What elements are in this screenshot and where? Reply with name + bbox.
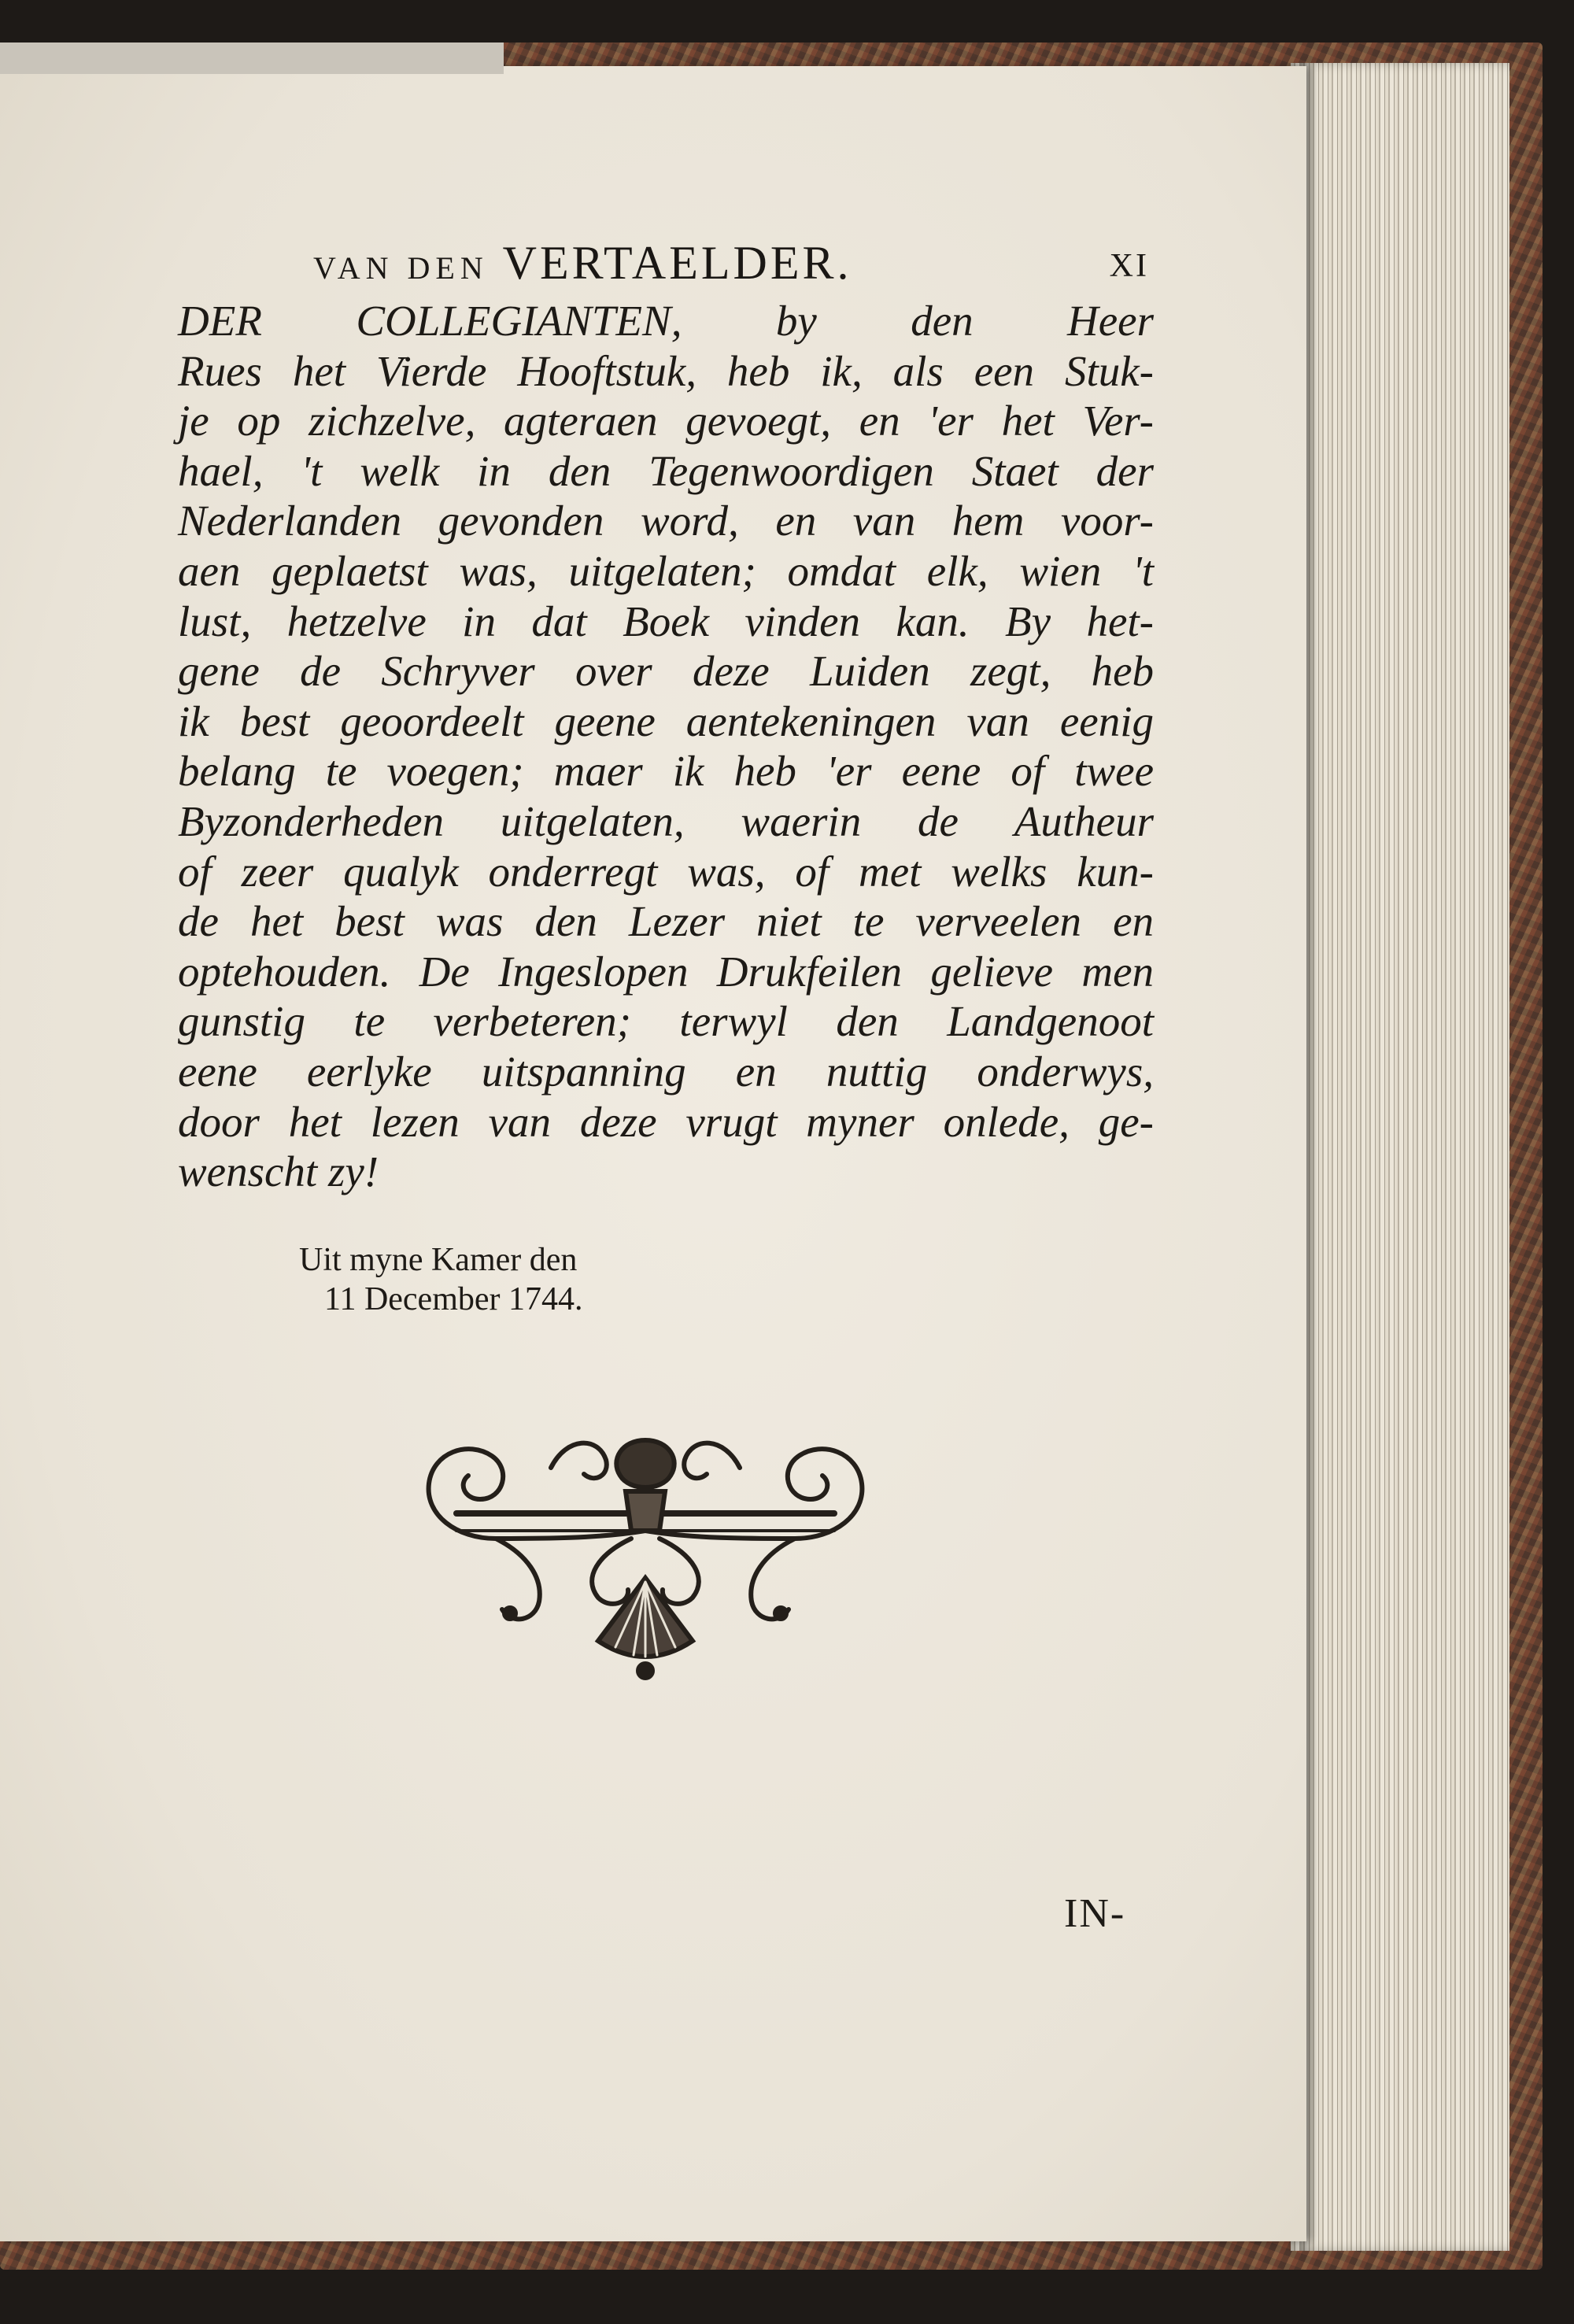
running-head-small-caps: VAN DEN <box>313 250 489 286</box>
page-number: XI <box>1109 248 1149 284</box>
text-line: Rues het Vierde Hooftstuk, heb ik, als een Stuk- <box>178 346 1154 395</box>
text-line: gunstig te verbeteren; terwyl den Landgenoot <box>178 997 1154 1046</box>
text-line: gene de Schryver over deze Luiden zegt, heb <box>178 647 1154 696</box>
catchword: IN- <box>1064 1891 1126 1936</box>
text-line: lust, hetzelve in dat Boek vinden kan. By het- <box>178 597 1154 645</box>
page-top-strip <box>0 42 504 74</box>
show-through-text <box>992 1199 999 1236</box>
page-block-edges <box>1291 63 1509 2251</box>
text-line: eene eerlyke uitspanning en nuttig onderwys, <box>178 1047 1154 1095</box>
text-line: Byzonderheden uitgelaten, waerin de Autheur <box>178 796 1154 845</box>
text-line: Nederlanden gevonden word, en van hem voor- <box>178 497 1154 545</box>
text-line: ik best geoordeelt geene aentekeningen van eenig <box>178 696 1154 745</box>
text-line-final: wenscht zy! <box>178 1147 379 1196</box>
text-line: door het lezen van deze vrugt myner onlede, ge- <box>178 1097 1154 1146</box>
signoff-place: Uit myne Kamer den <box>299 1242 578 1278</box>
running-head-large-caps: VERTAELDER. <box>502 237 852 289</box>
text-line: hael, 't welk in den Tegenwoordigen Staet der <box>178 446 1154 495</box>
text-line: optehouden. De Ingeslopen Drukfeilen gelieve men <box>178 947 1154 996</box>
signoff-date: 11 December 1744. <box>324 1281 583 1317</box>
running-head-title <box>313 236 852 290</box>
tailpiece-ornament-icon <box>409 1421 881 1680</box>
text-line: DER COLLEGIANTEN, by den Heer <box>178 297 1154 345</box>
body-paragraph <box>178 296 1154 1197</box>
signoff <box>299 1240 583 1319</box>
text-line: aen geplaetst was, uitgelaten; omdat elk, wien 't <box>178 546 1154 595</box>
text-line: de het best was den Lezer niet te verveelen en <box>178 897 1154 946</box>
text-line: belang te voegen; maer ik heb 'er eene of twee <box>178 747 1154 796</box>
text-line: je op zichzelve, agteraen gevoegt, en 'er het Ver- <box>178 397 1154 445</box>
text-line: of zeer qualyk onderregt was, of met welks kun- <box>178 847 1154 896</box>
